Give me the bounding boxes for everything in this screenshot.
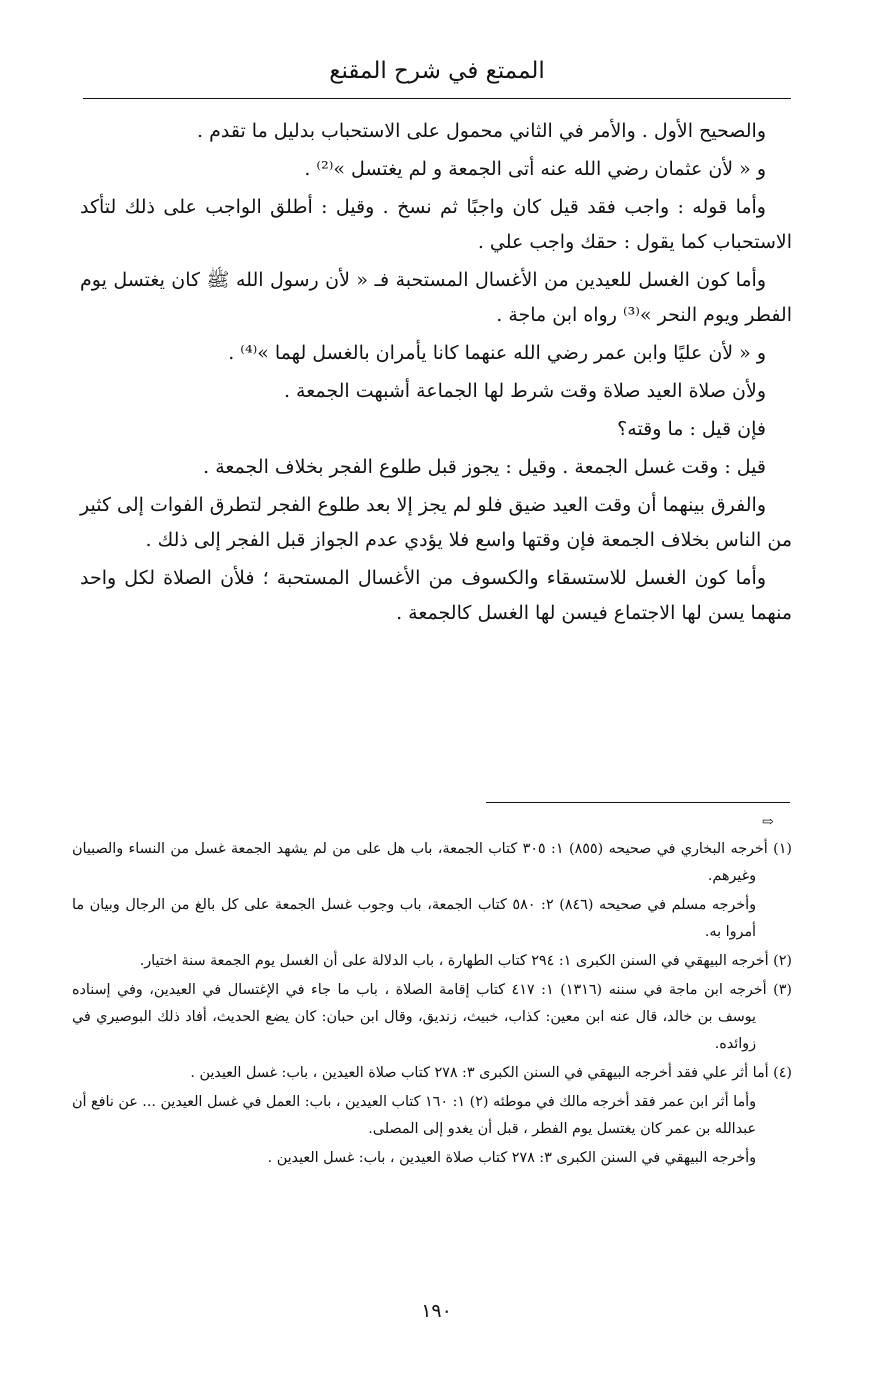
continuation-arrow-icon: ⇨ bbox=[762, 814, 774, 830]
footnote-continuation: وأما أثر ابن عمر فقد أخرجه مالك في موطئه (٢) ١: ١٦٠ كتاب العيدين ، باب: العمل في غسل العيدين ... عن نافع أن عبدالله بن عمر كان يغتسل يوم الفطر ، قبل أن يغدو إلى المصلى. bbox=[72, 1094, 757, 1137]
footnote-continuation: وأخرجه البيهقي في السنن الكبرى ٣: ٢٧٨ كتاب صلاة العيدين ، باب: غسل العيدين . bbox=[267, 1150, 756, 1166]
footnote: (٢) أخرجه البيهقي في السنن الكبرى ١: ٢٩٤ كتاب الطهارة ، باب الدلالة على أن الغسل يوم الجمعة سنة اختيار. bbox=[139, 953, 792, 969]
footnotes bbox=[72, 836, 792, 1174]
running-header: الممتع في شرح المقنع bbox=[329, 58, 545, 84]
main-text bbox=[80, 114, 792, 634]
footnote: (٣) أخرجه ابن ماجة في سننه (١٣١٦) ١: ٤١٧ كتاب إقامة الصلاة ، باب ما جاء في الإغتسال في العيدين، وفي إسناده يوسف بن خالد، قال عنه ابن معين: كذاب، خبيث، زنديق، وقال ابن حبان: كان يضع الحديث، أفاد ذلك البوصيري في زوائده. bbox=[72, 982, 792, 1052]
header-rule bbox=[83, 98, 791, 99]
paragraph: فإن قيل : ما وقته؟ bbox=[617, 418, 766, 440]
paragraph: وأما قوله : واجب فقد قيل كان واجبًا ثم نسخ . وقيل : أطلق الواجب على ذلك لتأكد الاستحباب كما يقول : حقك واجب علي . bbox=[80, 196, 792, 253]
paragraph: و « لأن عليًا وابن عمر رضي الله عنهما كانا يأمران بالغسل لهما »⁽⁴⁾ . bbox=[228, 342, 766, 364]
paragraph: قيل : وقت غسل الجمعة . وقيل : يجوز قبل طلوع الفجر بخلاف الجمعة . bbox=[203, 456, 766, 478]
footnote-separator bbox=[486, 802, 790, 803]
paragraph: ولأن صلاة العيد صلاة وقت شرط لها الجماعة أشبهت الجمعة . bbox=[283, 380, 766, 402]
footnote: (١) أخرجه البخاري في صحيحه (٨٥٥) ١: ٣٠٥ كتاب الجمعة، باب هل على من لم يشهد الجمعة غسل من النساء والصبيان وغيرهم. bbox=[72, 841, 792, 884]
paragraph: و « لأن عثمان رضي الله عنه أتى الجمعة و لم يغتسل »⁽²⁾ . bbox=[304, 158, 766, 180]
paragraph: وأما كون الغسل للاستسقاء والكسوف من الأغسال المستحبة ؛ فلأن الصلاة لكل واحد منهما يسن لها الاجتماع فيسن لها الغسل كالجمعة . bbox=[80, 567, 792, 624]
paragraph: وأما كون الغسل للعيدين من الأغسال المستحبة فـ « لأن رسول الله ﷺ كان يغتسل يوم الفطر ويوم النحر »⁽³⁾ رواه ابن ماجة . bbox=[80, 269, 792, 326]
footnote: (٤) أما أثر علي فقد أخرجه البيهقي في السنن الكبرى ٣: ٢٧٨ كتاب صلاة العيدين ، باب: غسل العيدين . bbox=[190, 1065, 792, 1081]
paragraph: والصحيح الأول . والأمر في الثاني محمول على الاستحباب بدليل ما تقدم . bbox=[197, 120, 766, 142]
paragraph: والفرق بينهما أن وقت العيد ضيق فلو لم يجز إلا بعد طلوع الفجر لتطرق الفوات إلى كثير من الناس بخلاف الجمعة فإن وقتها واسع فلا يؤدي عدم الجواز قبل الفجر إلى ذلك . bbox=[80, 494, 792, 551]
footnote-continuation: وأخرجه مسلم في صحيحه (٨٤٦) ٢: ٥٨٠ كتاب الجمعة، باب وجوب غسل الجمعة على كل بالغ من الرجال وبيان ما أمروا به. bbox=[72, 897, 756, 940]
page-number: ١٩٠ bbox=[421, 1300, 452, 1322]
